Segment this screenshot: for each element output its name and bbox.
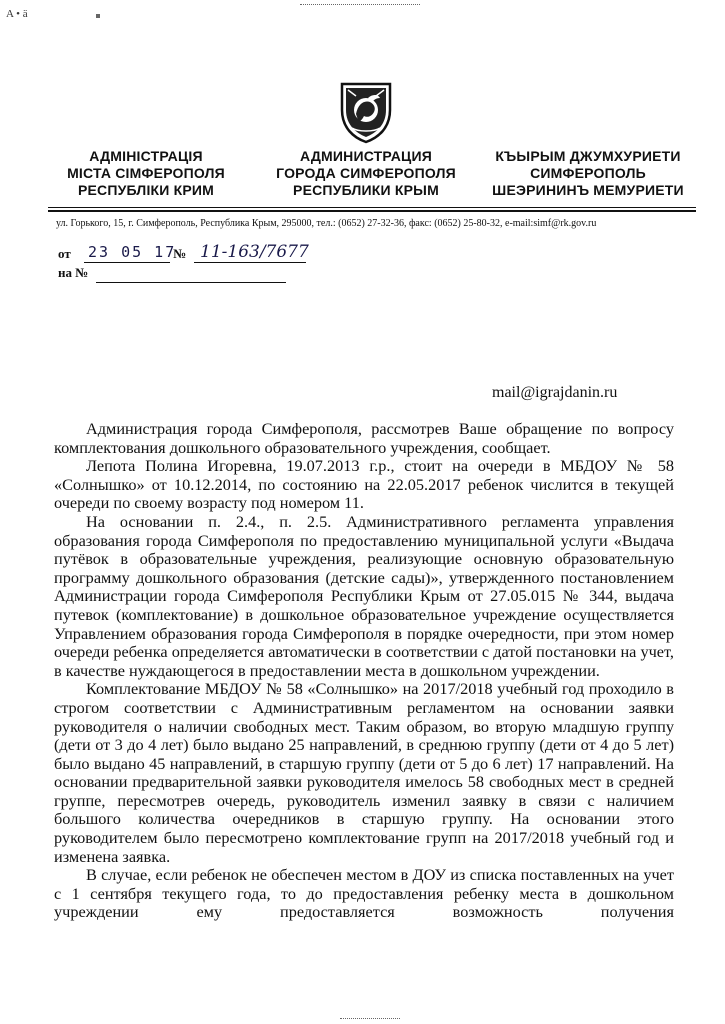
- top-scan-mark: [300, 0, 420, 5]
- header-russian: [256, 148, 476, 199]
- address-line: ул. Горького, 15, г. Симферополь, Республика Крым, 295000, тел.: (0652) 27-32-36, факс: (0652) 25-80-32, e-mail:simf@rk.gov.ru: [56, 218, 597, 229]
- registration-date: 23 05 17: [88, 243, 177, 261]
- paragraph: Комплектование МБДОУ № 58 «Солнышко» на 2017/2018 учебный год проходило в строгом соответствии с Административным регламентом на основании заявки руководителя о наличии свободных мест. Таким образом, во вторую младшую группу (дети от 3 до 4 лет) было выдано 25 направлений, в среднюю группу (дети от 4 до 5 лет) было выдано 45 направлений, в старшую группу (дети от 5 до 6 лет) 17 направлений. На основании предварительной заявки руководителя имелось 58 свободных мест в средней группе, пересмотрев очередь, руководитель изменил заявку в связи с наличием большого количества очередников в старшую группу. На основании этого руководителем было пересмотрено комплектование групп на 2017/2018 учебный год и изменена заявка.: [54, 679, 674, 866]
- number-label: №: [173, 246, 187, 261]
- header-line: ГОРОДА СИМФЕРОПОЛЯ: [276, 165, 456, 181]
- header-divider: [48, 207, 696, 208]
- registration-number: 11-163/7677: [200, 242, 309, 262]
- paragraph: В случае, если ребенок не обеспечен местом в ДОУ из списка поставленных на учет с 1 сентября текущего года, то до предоставления ребенку места в дошкольном учреждении ему предоставляется возможность получения: [54, 865, 674, 922]
- from-label: от: [58, 246, 71, 261]
- crimea-coat-of-arms-icon: [338, 80, 394, 144]
- header-line: СИМФЕРОПОЛЬ: [530, 165, 646, 181]
- header-line: РЕСПУБЛИКИ КРЫМ: [293, 182, 439, 198]
- header-line: АДМІНІСТРАЦІЯ: [89, 148, 203, 164]
- bottom-scan-mark: [340, 1018, 400, 1019]
- header-line: ШЕЭРИНИНЪ МЕМУРИЕТИ: [492, 182, 684, 198]
- registration-on: на №: [58, 265, 89, 280]
- paragraph: Лепота Полина Игоревна, 19.07.2013 г.р., стоит на очереди в МБДОУ № 58 «Солнышко» от 10.12.2014, по состоянию на 22.05.2017 ребенок числится в текущей очереди по своему возрасту под номером 11.: [54, 456, 674, 513]
- header-line: КЪЫРЫМ ДЖУМХУРИЕТИ: [495, 148, 681, 164]
- header-divider-thick: [48, 210, 696, 212]
- paragraph: На основании п. 2.4., п. 2.5. Административного регламента управления образования города Симферополя по предоставлению муниципальной услуги «Выдача путёвок в образовательные учреждения, реализующие основную образовательную программу дошкольного образования (детские сады)», утвержденного постановлением Администрации города Симферополя Республики Крым от 27.05.015 № 344, выдача путевок (комплектование) в дошкольное образовательное учреждение осуществляется Управлением образования города Симферополя в порядке очередности, при этом номер очереди ребенка определяется автоматически в соответствии с датой постановки на учет, в качестве нуждающегося в предоставлении места в дошкольном учреждении.: [54, 511, 674, 680]
- header-line: РЕСПУБЛІКИ КРИМ: [77, 182, 215, 198]
- header-crimean-tatar: [468, 148, 708, 199]
- scan-dot: [96, 14, 100, 18]
- paragraph: Администрация города Симферополя, рассмотрев Ваше обращение по вопросу комплектования дошкольного образовательного учреждения, сообщает.: [54, 419, 674, 457]
- recipient-email: mail@igrajdanin.ru: [492, 384, 618, 401]
- reference-underline: [96, 282, 286, 283]
- corner-mark: A • ä: [6, 8, 28, 20]
- header-line: МІСТА СІМФЕРОПОЛЯ: [67, 165, 225, 181]
- letter-body: [54, 420, 674, 922]
- header-line: АДМИНИСТРАЦИЯ: [300, 148, 432, 164]
- date-underline: [84, 262, 170, 263]
- header-ukrainian: [36, 148, 256, 199]
- number-underline: [194, 262, 306, 263]
